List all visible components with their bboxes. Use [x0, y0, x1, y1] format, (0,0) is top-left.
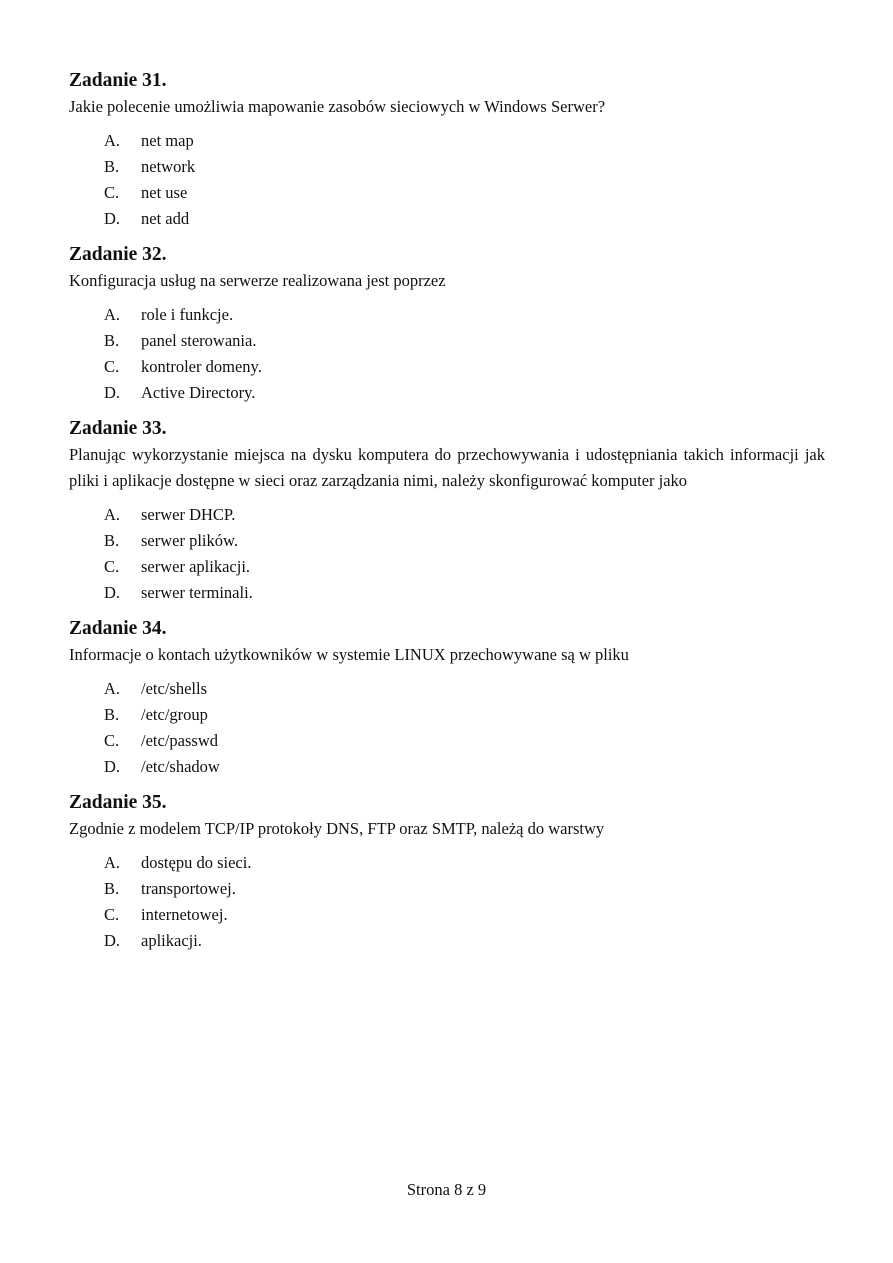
answer-option: [69, 502, 825, 528]
task-31: [69, 64, 825, 232]
option-letter: B.: [104, 331, 120, 350]
page-footer: [0, 1178, 893, 1202]
option-letter: C.: [104, 557, 120, 576]
answer-option: [69, 676, 825, 702]
answer-option: [69, 702, 825, 728]
option-letter: A.: [104, 679, 121, 698]
option-text: Active Directory.: [141, 383, 256, 402]
option-text: /etc/shadow: [141, 757, 220, 776]
option-text: dostępu do sieci.: [141, 853, 252, 872]
option-letter: C.: [104, 905, 120, 924]
option-text: net map: [141, 131, 194, 150]
answer-option: [69, 154, 825, 180]
answer-options: [69, 850, 825, 954]
option-text: serwer DHCP.: [141, 505, 236, 524]
task-title: Zadanie 32.: [69, 244, 167, 265]
task-34: [69, 612, 825, 780]
answer-option: [69, 128, 825, 154]
option-letter: D.: [104, 583, 121, 602]
option-text: panel sterowania.: [141, 331, 257, 350]
task-question: Informacje o kontach użytkowników w systemie LINUX przechowywane są w pliku: [69, 645, 629, 664]
option-text: /etc/group: [141, 705, 208, 724]
answer-option: [69, 528, 825, 554]
option-letter: D.: [104, 757, 121, 776]
option-text: kontroler domeny.: [141, 357, 262, 376]
task-32: [69, 238, 825, 406]
option-text: /etc/shells: [141, 679, 207, 698]
task-question: Planując wykorzystanie miejsca na dysku komputera do przechowywania i udostępniania takich informacji jak pliki i aplikacje dostępne w sieci oraz zarządzania nimi, należy skonfigurować komputer jako: [69, 445, 825, 490]
option-letter: C.: [104, 357, 120, 376]
task-title: Zadanie 35.: [69, 792, 167, 813]
option-letter: B.: [104, 879, 120, 898]
option-letter: A.: [104, 305, 121, 324]
option-text: transportowej.: [141, 879, 236, 898]
exam-page: [69, 64, 825, 960]
option-text: aplikacji.: [141, 931, 202, 950]
option-letter: D.: [104, 209, 121, 228]
option-letter: C.: [104, 183, 120, 202]
task-title: Zadanie 34.: [69, 618, 167, 639]
option-text: net use: [141, 183, 188, 202]
option-text: serwer plików.: [141, 531, 238, 550]
answer-option: [69, 554, 825, 580]
answer-option: [69, 302, 825, 328]
task-title: Zadanie 33.: [69, 418, 167, 439]
answer-options: [69, 676, 825, 780]
answer-options: [69, 502, 825, 606]
task-question: Konfiguracja usług na serwerze realizowana jest poprzez: [69, 271, 446, 290]
option-letter: A.: [104, 505, 121, 524]
option-text: role i funkcje.: [141, 305, 234, 324]
option-text: serwer aplikacji.: [141, 557, 251, 576]
task-question: Jakie polecenie umożliwia mapowanie zasobów sieciowych w Windows Serwer?: [69, 97, 606, 116]
answer-option: [69, 876, 825, 902]
task-title: Zadanie 31.: [69, 70, 167, 91]
option-letter: D.: [104, 931, 121, 950]
task-35: [69, 786, 825, 954]
page-number: Strona 8 z 9: [406, 1180, 487, 1199]
answer-option: [69, 850, 825, 876]
option-letter: A.: [104, 853, 121, 872]
answer-option: [69, 180, 825, 206]
answer-option: [69, 380, 825, 406]
answer-options: [69, 128, 825, 232]
option-text: /etc/passwd: [141, 731, 218, 750]
option-letter: B.: [104, 157, 120, 176]
answer-option: [69, 728, 825, 754]
answer-options: [69, 302, 825, 406]
option-text: internetowej.: [141, 905, 228, 924]
option-letter: B.: [104, 531, 120, 550]
answer-option: [69, 206, 825, 232]
answer-option: [69, 928, 825, 954]
answer-option: [69, 580, 825, 606]
option-letter: C.: [104, 731, 120, 750]
option-text: network: [141, 157, 196, 176]
answer-option: [69, 328, 825, 354]
task-33: [69, 412, 825, 606]
answer-option: [69, 754, 825, 780]
option-text: serwer terminali.: [141, 583, 253, 602]
option-letter: A.: [104, 131, 121, 150]
task-question: Zgodnie z modelem TCP/IP protokoły DNS, FTP oraz SMTP, należą do warstwy: [69, 819, 605, 838]
option-letter: D.: [104, 383, 121, 402]
answer-option: [69, 354, 825, 380]
answer-option: [69, 902, 825, 928]
option-letter: B.: [104, 705, 120, 724]
option-text: net add: [141, 209, 190, 228]
